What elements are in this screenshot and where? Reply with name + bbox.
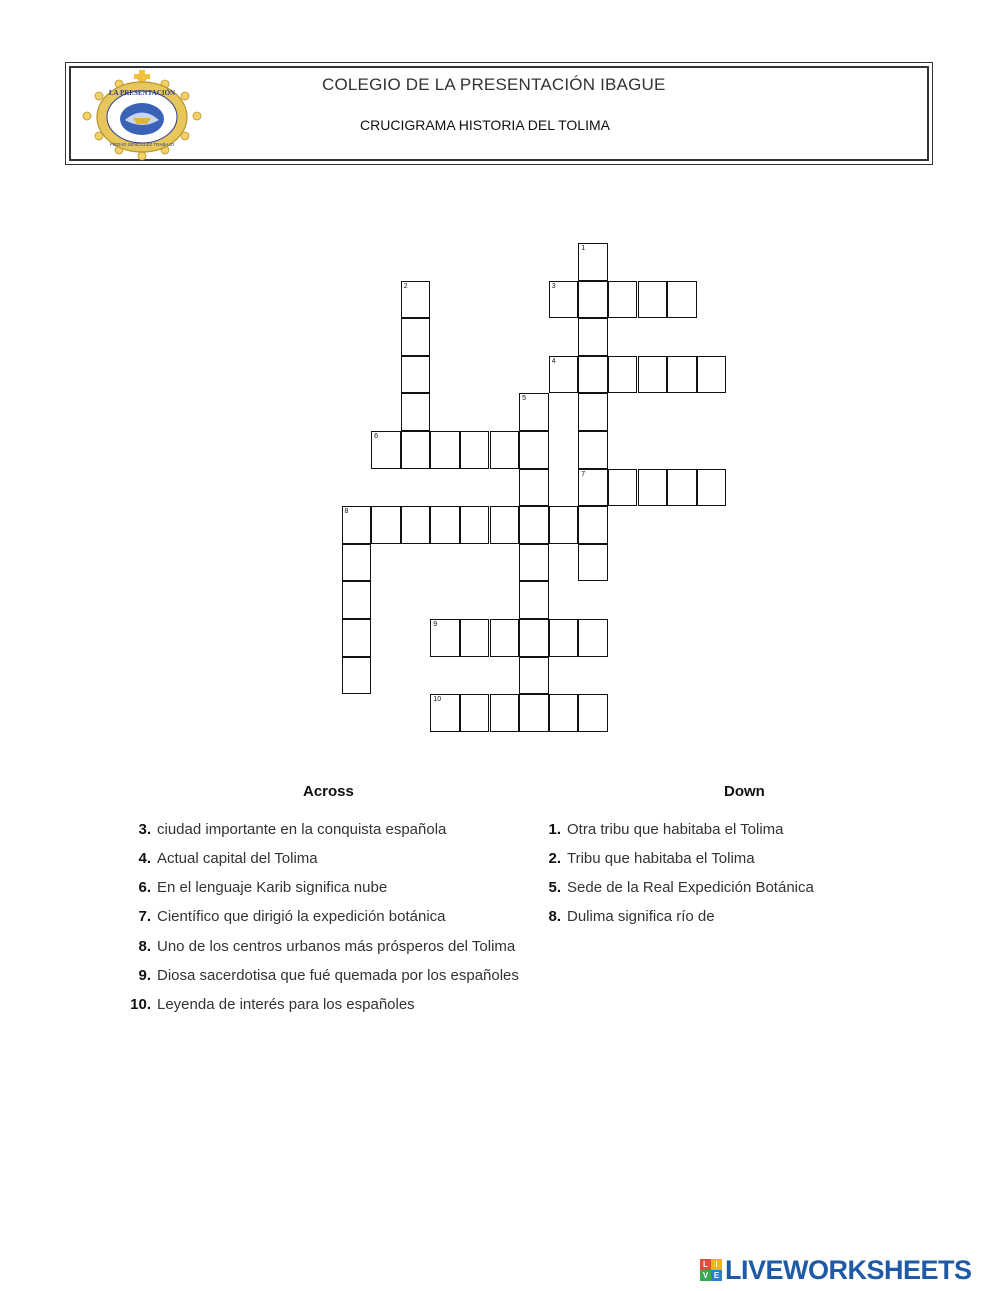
crossword-cell[interactable]: [549, 619, 579, 657]
across-clue-8: [138, 938, 516, 955]
crossword-cell[interactable]: [638, 281, 668, 319]
clue-text: Dulima significa río de: [567, 908, 715, 925]
crossword-cell[interactable]: [371, 431, 401, 469]
cell-number: 5: [522, 395, 526, 403]
crossword-cell[interactable]: [608, 356, 638, 394]
clue-number: 1.: [548, 821, 561, 838]
clue-number: 8.: [138, 938, 151, 955]
cell-number: 8: [344, 508, 349, 516]
clue-text: ciudad importante en la conquista española: [157, 821, 447, 838]
crossword-cell[interactable]: [578, 281, 608, 319]
across-clue-4: [138, 850, 318, 867]
crossword-cell[interactable]: [401, 431, 431, 469]
crossword-cell[interactable]: [342, 544, 372, 582]
crossword-cell[interactable]: [578, 356, 608, 394]
cell-number: 7: [581, 470, 586, 478]
cell-number: 3: [551, 282, 556, 290]
clue-text: Diosa sacerdotisa que fué quemada por los españoles: [157, 967, 519, 984]
crossword-cell[interactable]: [490, 506, 520, 544]
icon-letter-v: V: [700, 1270, 711, 1281]
crossword-cell[interactable]: [460, 506, 490, 544]
across-clue-3: [138, 821, 447, 838]
svg-text:PIEDAD SENCILLEZ TRABAJO: PIEDAD SENCILLEZ TRABAJO: [109, 142, 175, 147]
liveworksheets-brand-text: LIVEWORKSHEETS: [725, 1254, 972, 1285]
clue-number: 7.: [138, 908, 151, 925]
crossword-cell[interactable]: [519, 694, 549, 732]
crossword-cell[interactable]: [578, 243, 608, 281]
crossword-cell[interactable]: [401, 393, 431, 431]
school-logo: [75, 70, 210, 162]
crossword-cell[interactable]: [460, 619, 490, 657]
crossword-cell[interactable]: [667, 356, 697, 394]
crossword-cell[interactable]: [519, 581, 549, 619]
crossword-cell[interactable]: [667, 281, 697, 319]
crossword-cell[interactable]: [519, 619, 549, 657]
crossword-cell[interactable]: [342, 619, 372, 657]
crossword-cell[interactable]: [549, 694, 579, 732]
icon-letter-e: E: [711, 1270, 722, 1281]
crossword-cell[interactable]: [401, 356, 431, 394]
across-clue-6: [138, 879, 388, 896]
crossword-cell[interactable]: [578, 619, 608, 657]
crossword-cell[interactable]: [578, 318, 608, 356]
crossword-cell[interactable]: [578, 506, 608, 544]
crossword-cell[interactable]: [608, 469, 638, 507]
svg-text:LA PRESENTACIÓN: LA PRESENTACIÓN: [108, 89, 176, 97]
liveworksheets-logo[interactable]: [700, 1255, 972, 1285]
crossword-cell[interactable]: [697, 469, 727, 507]
clue-number: 3.: [138, 821, 151, 838]
liveworksheets-icon: [700, 1259, 722, 1281]
crossword-cell[interactable]: [578, 431, 608, 469]
crossword-cell[interactable]: [638, 356, 668, 394]
crossword-cell[interactable]: [519, 544, 549, 582]
clue-text: Sede de la Real Expedición Botánica: [567, 879, 814, 896]
crossword-cell[interactable]: [549, 281, 579, 319]
across-clue-9: [138, 967, 519, 984]
crossword-cell[interactable]: [430, 506, 460, 544]
crossword-cell[interactable]: [401, 281, 431, 319]
crossword-cell[interactable]: [430, 619, 460, 657]
crossword-cell[interactable]: [490, 619, 520, 657]
crossword-cell[interactable]: [490, 431, 520, 469]
cell-number: 9: [433, 621, 438, 628]
down-clue-8: [548, 908, 715, 925]
crossword-cell[interactable]: [519, 393, 549, 431]
crossword-cell[interactable]: [342, 506, 372, 544]
crossword-cell[interactable]: [342, 657, 372, 695]
cell-number: 4: [551, 357, 556, 365]
crossword-cell[interactable]: [578, 469, 608, 507]
crossword-cell[interactable]: [519, 431, 549, 469]
school-name: COLEGIO DE LA PRESENTACIÓN IBAGUE: [322, 75, 666, 94]
crossword-cell[interactable]: [578, 544, 608, 582]
across-heading: Across: [303, 783, 354, 800]
icon-letter-l: L: [700, 1259, 711, 1270]
crossword-cell[interactable]: [519, 657, 549, 695]
clue-number: 4.: [138, 850, 151, 867]
crossword-cell[interactable]: [608, 281, 638, 319]
down-heading: Down: [724, 783, 765, 800]
cell-number: 1: [581, 245, 586, 252]
crossword-cell[interactable]: [667, 469, 697, 507]
clue-number: 2.: [548, 850, 561, 867]
crossword-cell[interactable]: [430, 694, 460, 732]
cell-number: 2: [403, 282, 408, 290]
crossword-cell[interactable]: [578, 694, 608, 732]
clue-number: 9.: [138, 967, 151, 984]
clue-number: 6.: [138, 879, 151, 896]
crossword-cell[interactable]: [697, 356, 727, 394]
icon-letter-i: I: [711, 1259, 722, 1270]
crossword-cell[interactable]: [519, 506, 549, 544]
crossword-cell[interactable]: [549, 356, 579, 394]
clue-text: Otra tribu que habitaba el Tolima: [567, 821, 784, 838]
crossword-cell[interactable]: [430, 431, 460, 469]
clue-number: 8.: [548, 908, 561, 925]
clue-text: En el lenguaje Karib significa nube: [157, 879, 388, 896]
cell-number: 10: [433, 696, 442, 704]
crossword-cell[interactable]: [490, 694, 520, 732]
clue-text: Leyenda de interés para los españoles: [157, 996, 415, 1013]
crossword-cell[interactable]: [519, 469, 549, 507]
down-clue-5: [548, 879, 814, 896]
crossword-cell[interactable]: [460, 431, 490, 469]
clue-text: Actual capital del Tolima: [157, 850, 318, 867]
clue-text: Científico que dirigió la expedición botánica: [157, 908, 446, 925]
down-clue-1: [548, 821, 784, 838]
crossword-cell[interactable]: [342, 581, 372, 619]
crossword-cell[interactable]: [460, 694, 490, 732]
across-clue-10: [130, 996, 415, 1013]
crossword-cell[interactable]: [401, 506, 431, 544]
clue-text: Uno de los centros urbanos más prósperos del Tolima: [157, 938, 516, 955]
clue-number: 10.: [130, 996, 151, 1013]
crossword-cell[interactable]: [638, 469, 668, 507]
down-clue-2: [548, 850, 755, 867]
crossword-cell[interactable]: [578, 393, 608, 431]
clue-number: 5.: [548, 879, 561, 896]
cell-number: 6: [374, 433, 378, 440]
across-clue-7: [138, 908, 446, 925]
crossword-cell[interactable]: [401, 318, 431, 356]
crossword-cell[interactable]: [371, 506, 401, 544]
crossword-cell[interactable]: [549, 506, 579, 544]
worksheet-title: CRUCIGRAMA HISTORIA DEL TOLIMA: [360, 117, 610, 133]
clue-text: Tribu que habitaba el Tolima: [567, 850, 755, 867]
